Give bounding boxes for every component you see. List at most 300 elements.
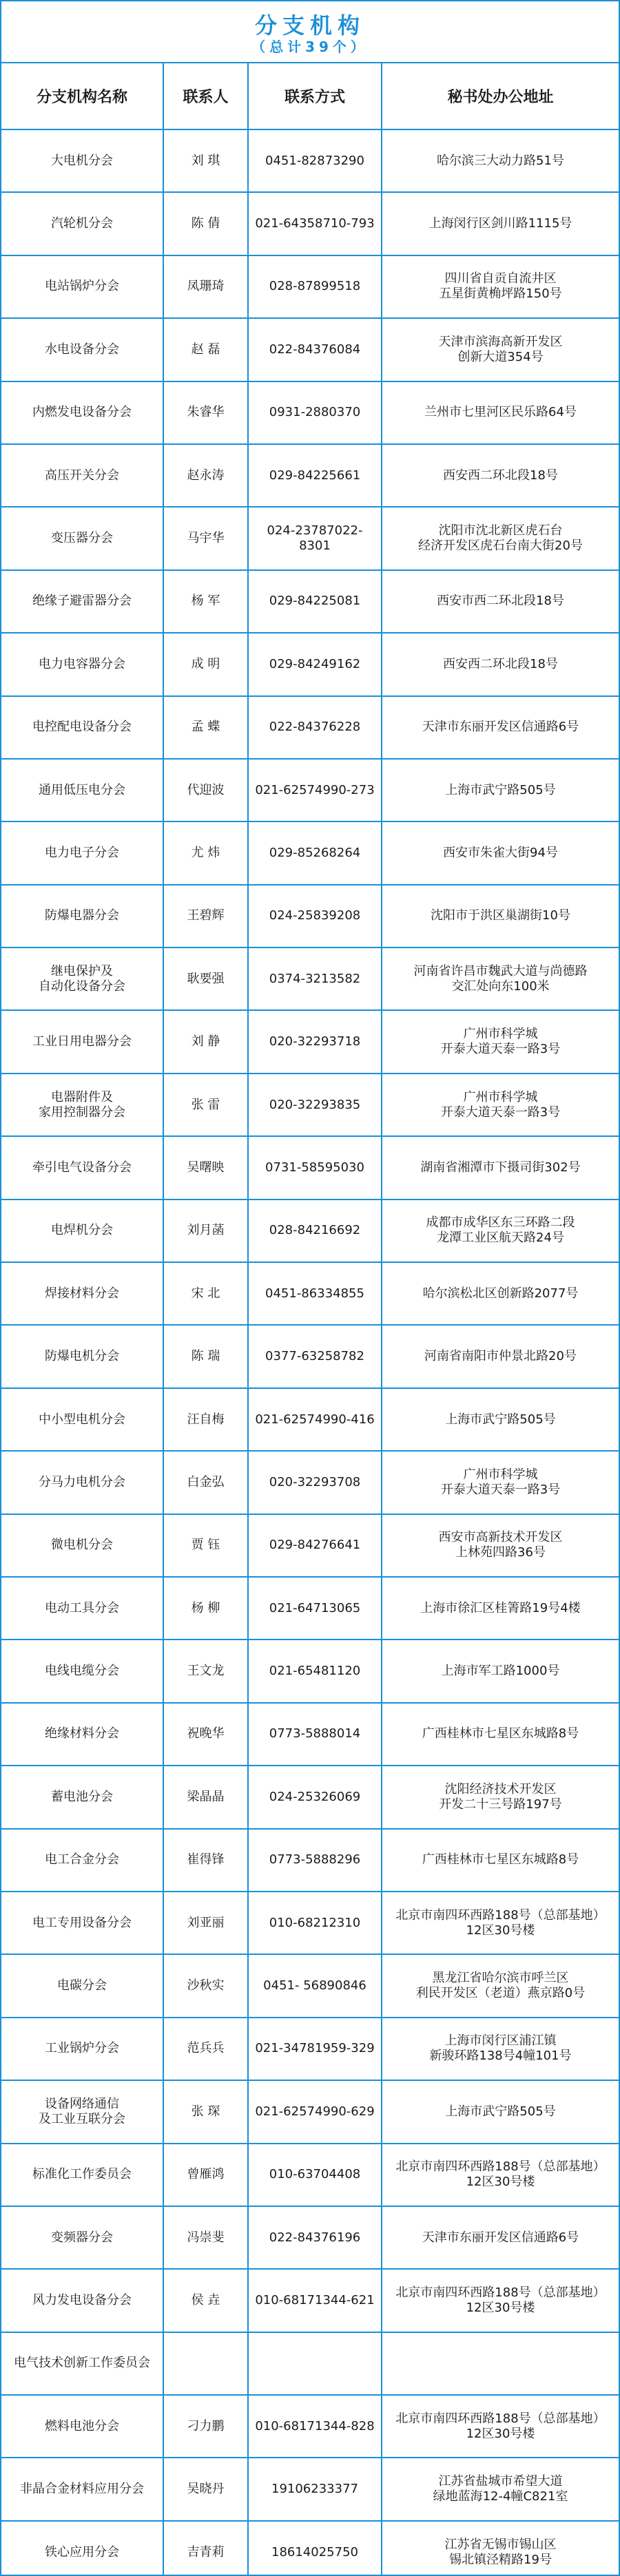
branch-name-cell-line: 电控配电设备分会: [32, 720, 132, 735]
address-cell-line: 哈尔滨三大动力路51号: [437, 153, 564, 168]
table-row: [1, 1010, 619, 1073]
table-row: [1, 2144, 619, 2206]
table-row: [1, 2521, 619, 2576]
address-cell-line: 12区30号楼: [466, 2175, 535, 2190]
address-cell: [382, 1451, 619, 1514]
address-cell: [382, 696, 619, 759]
table-row: [1, 1262, 619, 1325]
address-cell-line: 上海市武宁路505号: [445, 2104, 556, 2119]
address-cell-line: 天津市东丽开发区信通路6号: [422, 2230, 579, 2245]
phone-cell: 18614025750: [248, 2521, 382, 2576]
address-cell-line: 黑龙江省哈尔滨市呼兰区: [432, 1971, 569, 1986]
branch-name-cell: [1, 2144, 163, 2206]
address-cell-line: 五星街黄桷坪路150号: [439, 286, 562, 302]
phone-cell: 022-84376196: [248, 2206, 382, 2269]
contact-person-cell: 马宇华: [163, 507, 248, 569]
address-cell-line: 上海市武宁路505号: [445, 1412, 556, 1427]
contact-person-cell: 赵永涛: [163, 444, 248, 507]
branch-name-cell-line: 电线电缆分会: [45, 1664, 119, 1679]
address-cell-line: 江苏省盐城市希望大道: [438, 2474, 563, 2489]
table-row: [1, 255, 619, 318]
contact-person-cell: 王文龙: [163, 1640, 248, 1702]
address-cell-line: 新骏环路138号4幢101号: [429, 2049, 572, 2064]
phone-cell: 028-84216692: [248, 1200, 382, 1262]
address-cell-line: 天津市东丽开发区信通路6号: [422, 720, 579, 735]
phone-cell: 020-32293708: [248, 1451, 382, 1514]
branch-name-cell: [1, 821, 163, 884]
branch-name-cell: [1, 1262, 163, 1325]
address-cell: [382, 1200, 619, 1262]
address-cell-line: 上海市徐汇区桂箐路19号4楼: [420, 1600, 581, 1615]
table-row: [1, 1451, 619, 1514]
address-cell-line: 绿地蓝海12-4幢C821室: [433, 2489, 568, 2504]
address-cell-line: 上海市武宁路505号: [445, 782, 556, 797]
branch-name-cell: [1, 1010, 163, 1073]
phone-cell: 0451- 56890846: [248, 1954, 382, 2017]
table-row: [1, 1766, 619, 1828]
address-cell: [382, 1136, 619, 1199]
contact-person-cell: 宋 北: [163, 1262, 248, 1325]
contact-person-cell: 成 明: [163, 633, 248, 695]
contact-person-cell: 梁晶晶: [163, 1766, 248, 1828]
phone-cell: 022-84376228: [248, 696, 382, 759]
branch-name-cell: [1, 444, 163, 507]
table-row: [1, 192, 619, 255]
branch-name-cell-line: 电工专用设备分会: [32, 1915, 132, 1930]
contact-person-cell: 吴曙映: [163, 1136, 248, 1199]
address-cell-line: 利民开发区（老道）燕京路0号: [415, 1986, 586, 2001]
table-row: [1, 2332, 619, 2395]
phone-cell: 010-68171344-621: [248, 2269, 382, 2332]
table-row: [1, 1200, 619, 1262]
branch-name-cell: [1, 1074, 163, 1136]
contact-person-cell: 杨 军: [163, 570, 248, 633]
address-cell: [382, 1388, 619, 1451]
address-cell-line: 12区30号楼: [466, 1923, 535, 1938]
branch-name-cell-line: 标准化工作委员会: [32, 2167, 132, 2182]
branch-name-cell-line: 工业日用电器分会: [32, 1034, 132, 1049]
phone-cell: 021-62574990-273: [248, 759, 382, 821]
branch-name-cell-line: 水电设备分会: [45, 342, 119, 357]
contact-person-cell: 耿要强: [163, 947, 248, 1010]
table-row: [1, 821, 619, 884]
branch-name-cell-line: 分马力电机分会: [39, 1474, 125, 1489]
table-row: [1, 1388, 619, 1451]
table-row: [1, 444, 619, 507]
phone-cell: 024-25839208: [248, 885, 382, 947]
branch-name-cell: [1, 1954, 163, 2017]
table-row: [1, 570, 619, 633]
address-cell-line: 广州市科学城: [463, 1027, 538, 1042]
address-cell: [382, 1262, 619, 1325]
address-cell-line: 西安西二环北段18号: [443, 468, 558, 483]
contact-person-cell: 刘亚丽: [163, 1892, 248, 1954]
branch-name-cell-line: 汽轮机分会: [51, 216, 113, 231]
address-cell: [382, 1325, 619, 1388]
address-cell-line: 河南省南阳市仲景北路20号: [424, 1349, 577, 1364]
address-cell: [382, 2521, 619, 2576]
branch-name-cell: [1, 759, 163, 821]
branch-name-cell-line: 变频器分会: [51, 2230, 113, 2245]
address-cell-line: 上海市闵行区浦江镇: [444, 2033, 557, 2049]
branch-name-cell-line: 绝缘子避雷器分会: [32, 594, 132, 609]
branch-name-cell: [1, 1200, 163, 1262]
branch-name-cell-line: 焊接材料分会: [45, 1286, 119, 1301]
branch-name-cell-line: 蓄电池分会: [51, 1789, 113, 1804]
table-row: [1, 633, 619, 695]
branch-name-cell: [1, 1766, 163, 1828]
address-cell-line: 湖南省湘潭市下摄司街302号: [420, 1160, 581, 1175]
branch-name-cell-line: 非晶合金材料应用分会: [20, 2482, 144, 2497]
phone-cell: 0731-58595030: [248, 1136, 382, 1199]
column-header-address: 秘书处办公地址: [382, 63, 619, 129]
phone-cell: 029-85268264: [248, 821, 382, 884]
address-cell-line: 西安西二环北段18号: [443, 656, 558, 671]
phone-cell: 028-87899518: [248, 255, 382, 318]
branch-name-cell: [1, 1136, 163, 1199]
table-row: [1, 318, 619, 381]
branch-name-cell-line: 电力电子分会: [45, 845, 119, 860]
branch-name-cell: [1, 381, 163, 444]
address-cell-line: 江苏省无锡市锡山区: [444, 2537, 557, 2552]
branch-name-cell-line: 防爆电器分会: [45, 908, 119, 923]
address-cell-line: 西安市朱雀大街94号: [443, 845, 558, 860]
address-cell: [382, 1640, 619, 1702]
address-cell: [382, 2080, 619, 2143]
contact-person-cell: 吉青莉: [163, 2521, 248, 2576]
table-row: [1, 129, 619, 192]
address-cell: [382, 2458, 619, 2520]
address-cell-line: 开泰大道天泰一路3号: [440, 1104, 561, 1120]
table-row: [1, 1954, 619, 2017]
table-row: [1, 947, 619, 1010]
branch-name-cell: [1, 1325, 163, 1388]
table-row: [1, 1136, 619, 1199]
address-cell-line: 兰州市七里河区民乐路64号: [424, 405, 577, 420]
contact-person-cell: 张 雷: [163, 1074, 248, 1136]
address-cell: [382, 1892, 619, 1954]
branch-name-cell: [1, 1577, 163, 1640]
address-cell: [382, 2206, 619, 2269]
branch-name-cell: [1, 2458, 163, 2520]
address-cell-line: 开发二十三号路197号: [439, 1797, 562, 1812]
contact-person-cell: 刘 琪: [163, 129, 248, 192]
contact-person-cell: 代迎波: [163, 759, 248, 821]
table-row: [1, 1514, 619, 1577]
address-cell: [382, 192, 619, 255]
branch-name-cell-line: 防爆电机分会: [45, 1349, 119, 1364]
contact-person-cell: 曾雁鸿: [163, 2144, 248, 2206]
address-cell: [382, 633, 619, 695]
table-row: [1, 2080, 619, 2143]
phone-cell: [248, 2332, 382, 2395]
branch-name-cell-line: 家用控制器分会: [39, 1104, 125, 1120]
page-title: 分支机构: [254, 12, 365, 39]
phone-cell: 010-63704408: [248, 2144, 382, 2206]
address-cell: [382, 507, 619, 569]
phone-cell: 0377-63258782: [248, 1325, 382, 1388]
table-header-row: [1, 63, 619, 129]
address-cell: [382, 759, 619, 821]
phone-cell: 024-25326069: [248, 1766, 382, 1828]
branch-name-cell: [1, 507, 163, 569]
table-row: [1, 1640, 619, 1702]
address-cell: [382, 821, 619, 884]
contact-person-cell: 陈 倩: [163, 192, 248, 255]
table-row: [1, 2018, 619, 2080]
address-cell-line: 广州市科学城: [463, 1467, 538, 1482]
table-row: [1, 885, 619, 947]
branch-name-cell-line: 电气技术创新工作委员会: [14, 2356, 150, 2371]
address-cell: [382, 255, 619, 318]
branch-name-cell-line: 微电机分会: [51, 1538, 113, 1553]
address-cell: [382, 2269, 619, 2332]
address-cell: [382, 2018, 619, 2080]
phone-cell: 010-68212310: [248, 1892, 382, 1954]
address-cell: [382, 1514, 619, 1577]
address-cell: [382, 2144, 619, 2206]
branch-name-cell: [1, 255, 163, 318]
phone-cell: 029-84276641: [248, 1514, 382, 1577]
address-cell-line: 哈尔滨松北区创新路2077号: [422, 1286, 579, 1301]
address-cell-line: 12区30号楼: [466, 2300, 535, 2315]
table-row: [1, 696, 619, 759]
address-cell-line: 龙潭工业区航天路24号: [437, 1231, 564, 1246]
address-cell-line: 广西桂林市七星区东城路8号: [422, 1726, 579, 1741]
address-cell: [382, 1577, 619, 1640]
phone-cell: 19106233377: [248, 2458, 382, 2520]
branch-name-cell-line: 风力发电设备分会: [32, 2292, 132, 2307]
branch-name-cell: [1, 1892, 163, 1954]
contact-person-cell: 汪自梅: [163, 1388, 248, 1451]
phone-cell: 0374-3213582: [248, 947, 382, 1010]
column-header-name: 分支机构名称: [1, 63, 163, 129]
branch-name-cell: [1, 947, 163, 1010]
address-cell-line: 锡北镇泾精路19号: [449, 2552, 552, 2567]
address-cell: [382, 2395, 619, 2458]
address-cell: [382, 1010, 619, 1073]
branch-name-cell-line: 电碳分会: [57, 1978, 107, 1993]
address-cell: [382, 2332, 619, 2395]
contact-person-cell: 刘 静: [163, 1010, 248, 1073]
branch-name-cell-line: 牵引电气设备分会: [32, 1160, 132, 1175]
address-cell-line: 四川省自贡自流井区: [444, 271, 557, 286]
address-cell-line: 北京市南四环西路188号（总部基地）: [395, 2159, 606, 2175]
table-row: [1, 381, 619, 444]
phone-cell: 0931-2880370: [248, 381, 382, 444]
branch-name-cell: [1, 1703, 163, 1766]
branch-table: [1, 63, 619, 2576]
address-cell-line: 开泰大道天泰一路3号: [440, 1042, 561, 1057]
contact-person-cell: 刁力鹏: [163, 2395, 248, 2458]
phone-cell: 020-32293835: [248, 1074, 382, 1136]
contact-person-cell: 朱睿华: [163, 381, 248, 444]
contact-person-cell: 范兵兵: [163, 2018, 248, 2080]
contact-person-cell: 凤珊琦: [163, 255, 248, 318]
phone-cell: 029-84249162: [248, 633, 382, 695]
branch-name-cell-line: 电动工具分会: [45, 1600, 119, 1615]
column-header-phone: 联系方式: [248, 63, 382, 129]
address-cell-line: 创新大道354号: [457, 349, 544, 364]
branch-name-cell: [1, 1640, 163, 1702]
page-header: [1, 1, 619, 63]
contact-person-cell: 祝晚华: [163, 1703, 248, 1766]
phone-cell: 021-62574990-629: [248, 2080, 382, 2143]
branch-name-cell-line: 电力电容器分会: [39, 656, 125, 671]
phone-cell: 021-64358710-793: [248, 192, 382, 255]
table-row: [1, 759, 619, 821]
phone-cell: 0773-5888014: [248, 1703, 382, 1766]
branch-name-cell-line: 通用低压电分会: [39, 782, 125, 797]
address-cell: [382, 444, 619, 507]
phone-cell: 029-84225081: [248, 570, 382, 633]
contact-person-cell: 侯 垚: [163, 2269, 248, 2332]
contact-person-cell: 崔得锋: [163, 1829, 248, 1892]
branch-name-cell-line: 绝缘材料分会: [45, 1726, 119, 1741]
branch-name-cell: [1, 2395, 163, 2458]
branch-name-cell: [1, 1388, 163, 1451]
branch-name-cell: [1, 2521, 163, 2576]
branch-name-cell: [1, 696, 163, 759]
phone-cell: 0773-5888296: [248, 1829, 382, 1892]
address-cell: [382, 381, 619, 444]
address-cell-line: 上海闵行区剑川路1115号: [428, 216, 572, 231]
contact-person-cell: 孟 蝶: [163, 696, 248, 759]
contact-person-cell: 尤 炜: [163, 821, 248, 884]
address-cell: [382, 1829, 619, 1892]
branch-name-cell: [1, 570, 163, 633]
branch-name-cell-line: 大电机分会: [51, 153, 113, 168]
branch-name-cell: [1, 1451, 163, 1514]
address-cell-line: 西安市高新技术开发区: [438, 1530, 563, 1545]
contact-person-cell: 赵 磊: [163, 318, 248, 381]
branch-name-cell-line: 电焊机分会: [51, 1223, 113, 1238]
table-row: [1, 2206, 619, 2269]
table-row: [1, 2458, 619, 2520]
address-cell: [382, 1703, 619, 1766]
address-cell: [382, 1074, 619, 1136]
branch-name-cell: [1, 633, 163, 695]
address-cell-line: 成都市成华区东三环路二段: [426, 1215, 575, 1231]
address-cell-line: 上林苑四路36号: [455, 1545, 546, 1560]
branch-name-cell: [1, 2269, 163, 2332]
phone-cell: 021-64713065: [248, 1577, 382, 1640]
branch-name-cell-line: 燃料电池分会: [45, 2418, 119, 2433]
branch-name-cell: [1, 192, 163, 255]
branch-name-cell: [1, 2080, 163, 2143]
table-row: [1, 1074, 619, 1136]
branch-name-cell-line: 电站锅炉分会: [45, 279, 119, 294]
branch-name-cell: [1, 2206, 163, 2269]
contact-person-cell: 贾 钰: [163, 1514, 248, 1577]
branch-name-cell: [1, 1514, 163, 1577]
address-cell-line: 经济开发区虎石台南大街20号: [418, 538, 583, 554]
address-cell: [382, 129, 619, 192]
address-cell-line: 北京市南四环西路188号（总部基地）: [395, 2285, 606, 2300]
address-cell: [382, 885, 619, 947]
table-row: [1, 1577, 619, 1640]
contact-person-cell: 杨 柳: [163, 1577, 248, 1640]
phone-cell: 024-23787022-8301: [248, 507, 382, 569]
address-cell: [382, 1954, 619, 2017]
address-cell-line: 北京市南四环西路188号（总部基地）: [395, 2411, 606, 2426]
table-row: [1, 1325, 619, 1388]
table-row: [1, 2395, 619, 2458]
address-cell-line: 广西桂林市七星区东城路8号: [422, 1852, 579, 1867]
address-cell-line: 广州市科学城: [463, 1089, 538, 1104]
address-cell-line: 沈阳市沈北新区虎石台: [438, 523, 563, 538]
table-row: [1, 1829, 619, 1892]
branch-name-cell-line: 继电保护及: [51, 963, 113, 978]
address-cell-line: 天津市滨海高新开发区: [438, 334, 563, 349]
address-cell-line: 沈阳经济技术开发区: [444, 1781, 557, 1797]
address-cell: [382, 1766, 619, 1828]
contact-person-cell: 刘月菡: [163, 1200, 248, 1262]
contact-person-cell: 张 琛: [163, 2080, 248, 2143]
table-row: [1, 2269, 619, 2332]
contact-person-cell: 沙秋实: [163, 1954, 248, 2017]
branch-name-cell-line: 高压开关分会: [45, 468, 119, 483]
branch-name-cell-line: 内燃发电设备分会: [32, 405, 132, 420]
phone-cell: 021-62574990-416: [248, 1388, 382, 1451]
address-cell-line: 上海市军工路1000号: [441, 1664, 560, 1679]
address-cell-line: 北京市南四环西路188号（总部基地）: [395, 1907, 606, 1923]
phone-cell: 021-34781959-329: [248, 2018, 382, 2080]
branch-name-cell-line: 电器附件及: [51, 1089, 113, 1104]
contact-person-cell: 王碧辉: [163, 885, 248, 947]
address-cell-line: 12区30号楼: [466, 2426, 535, 2441]
address-cell-line: 河南省许昌市魏武大道与尚德路: [413, 963, 588, 978]
phone-cell: 021-65481120: [248, 1640, 382, 1702]
branch-name-cell-line: 工业锅炉分会: [45, 2041, 119, 2056]
phone-cell: 0451-82873290: [248, 129, 382, 192]
column-header-contact: 联系人: [163, 63, 248, 129]
branch-name-cell: [1, 2018, 163, 2080]
address-cell: [382, 318, 619, 381]
contact-person-cell: 陈 瑞: [163, 1325, 248, 1388]
page-subtitle: （总计39个）: [251, 39, 369, 55]
table-row: [1, 507, 619, 569]
table-row: [1, 1703, 619, 1766]
phone-cell: 020-32293718: [248, 1010, 382, 1073]
branch-name-cell: [1, 129, 163, 192]
address-cell-line: 沈阳市于洪区巢湖街10号: [431, 908, 570, 923]
contact-person-cell: 吴晓丹: [163, 2458, 248, 2520]
phone-cell: 0451-86334855: [248, 1262, 382, 1325]
contact-person-cell: [163, 2332, 248, 2395]
branch-name-cell: [1, 885, 163, 947]
branch-name-cell-line: 中小型电机分会: [39, 1412, 125, 1427]
table-row: [1, 1892, 619, 1954]
contact-person-cell: 冯崇斐: [163, 2206, 248, 2269]
branch-name-cell-line: 变压器分会: [51, 531, 113, 546]
address-cell-line: 开泰大道天泰一路3号: [440, 1482, 561, 1497]
branch-name-cell: [1, 2332, 163, 2395]
address-cell: [382, 947, 619, 1010]
address-cell-line: 西安市西二环北段18号: [437, 594, 564, 609]
branch-name-cell: [1, 318, 163, 381]
branch-name-cell-line: 铁心应用分会: [45, 2544, 119, 2559]
phone-cell: 022-84376084: [248, 318, 382, 381]
branch-name-cell-line: 及工业互联分会: [39, 2111, 125, 2126]
address-cell-line: 交汇处向东100米: [451, 978, 550, 994]
phone-cell: 010-68171344-828: [248, 2395, 382, 2458]
branch-name-cell-line: 自动化设备分会: [39, 978, 125, 994]
branch-name-cell-line: 设备网络通信: [45, 2096, 119, 2111]
branch-name-cell-line: 电工合金分会: [45, 1852, 119, 1867]
contact-person-cell: 白金弘: [163, 1451, 248, 1514]
phone-cell: 029-84225661: [248, 444, 382, 507]
